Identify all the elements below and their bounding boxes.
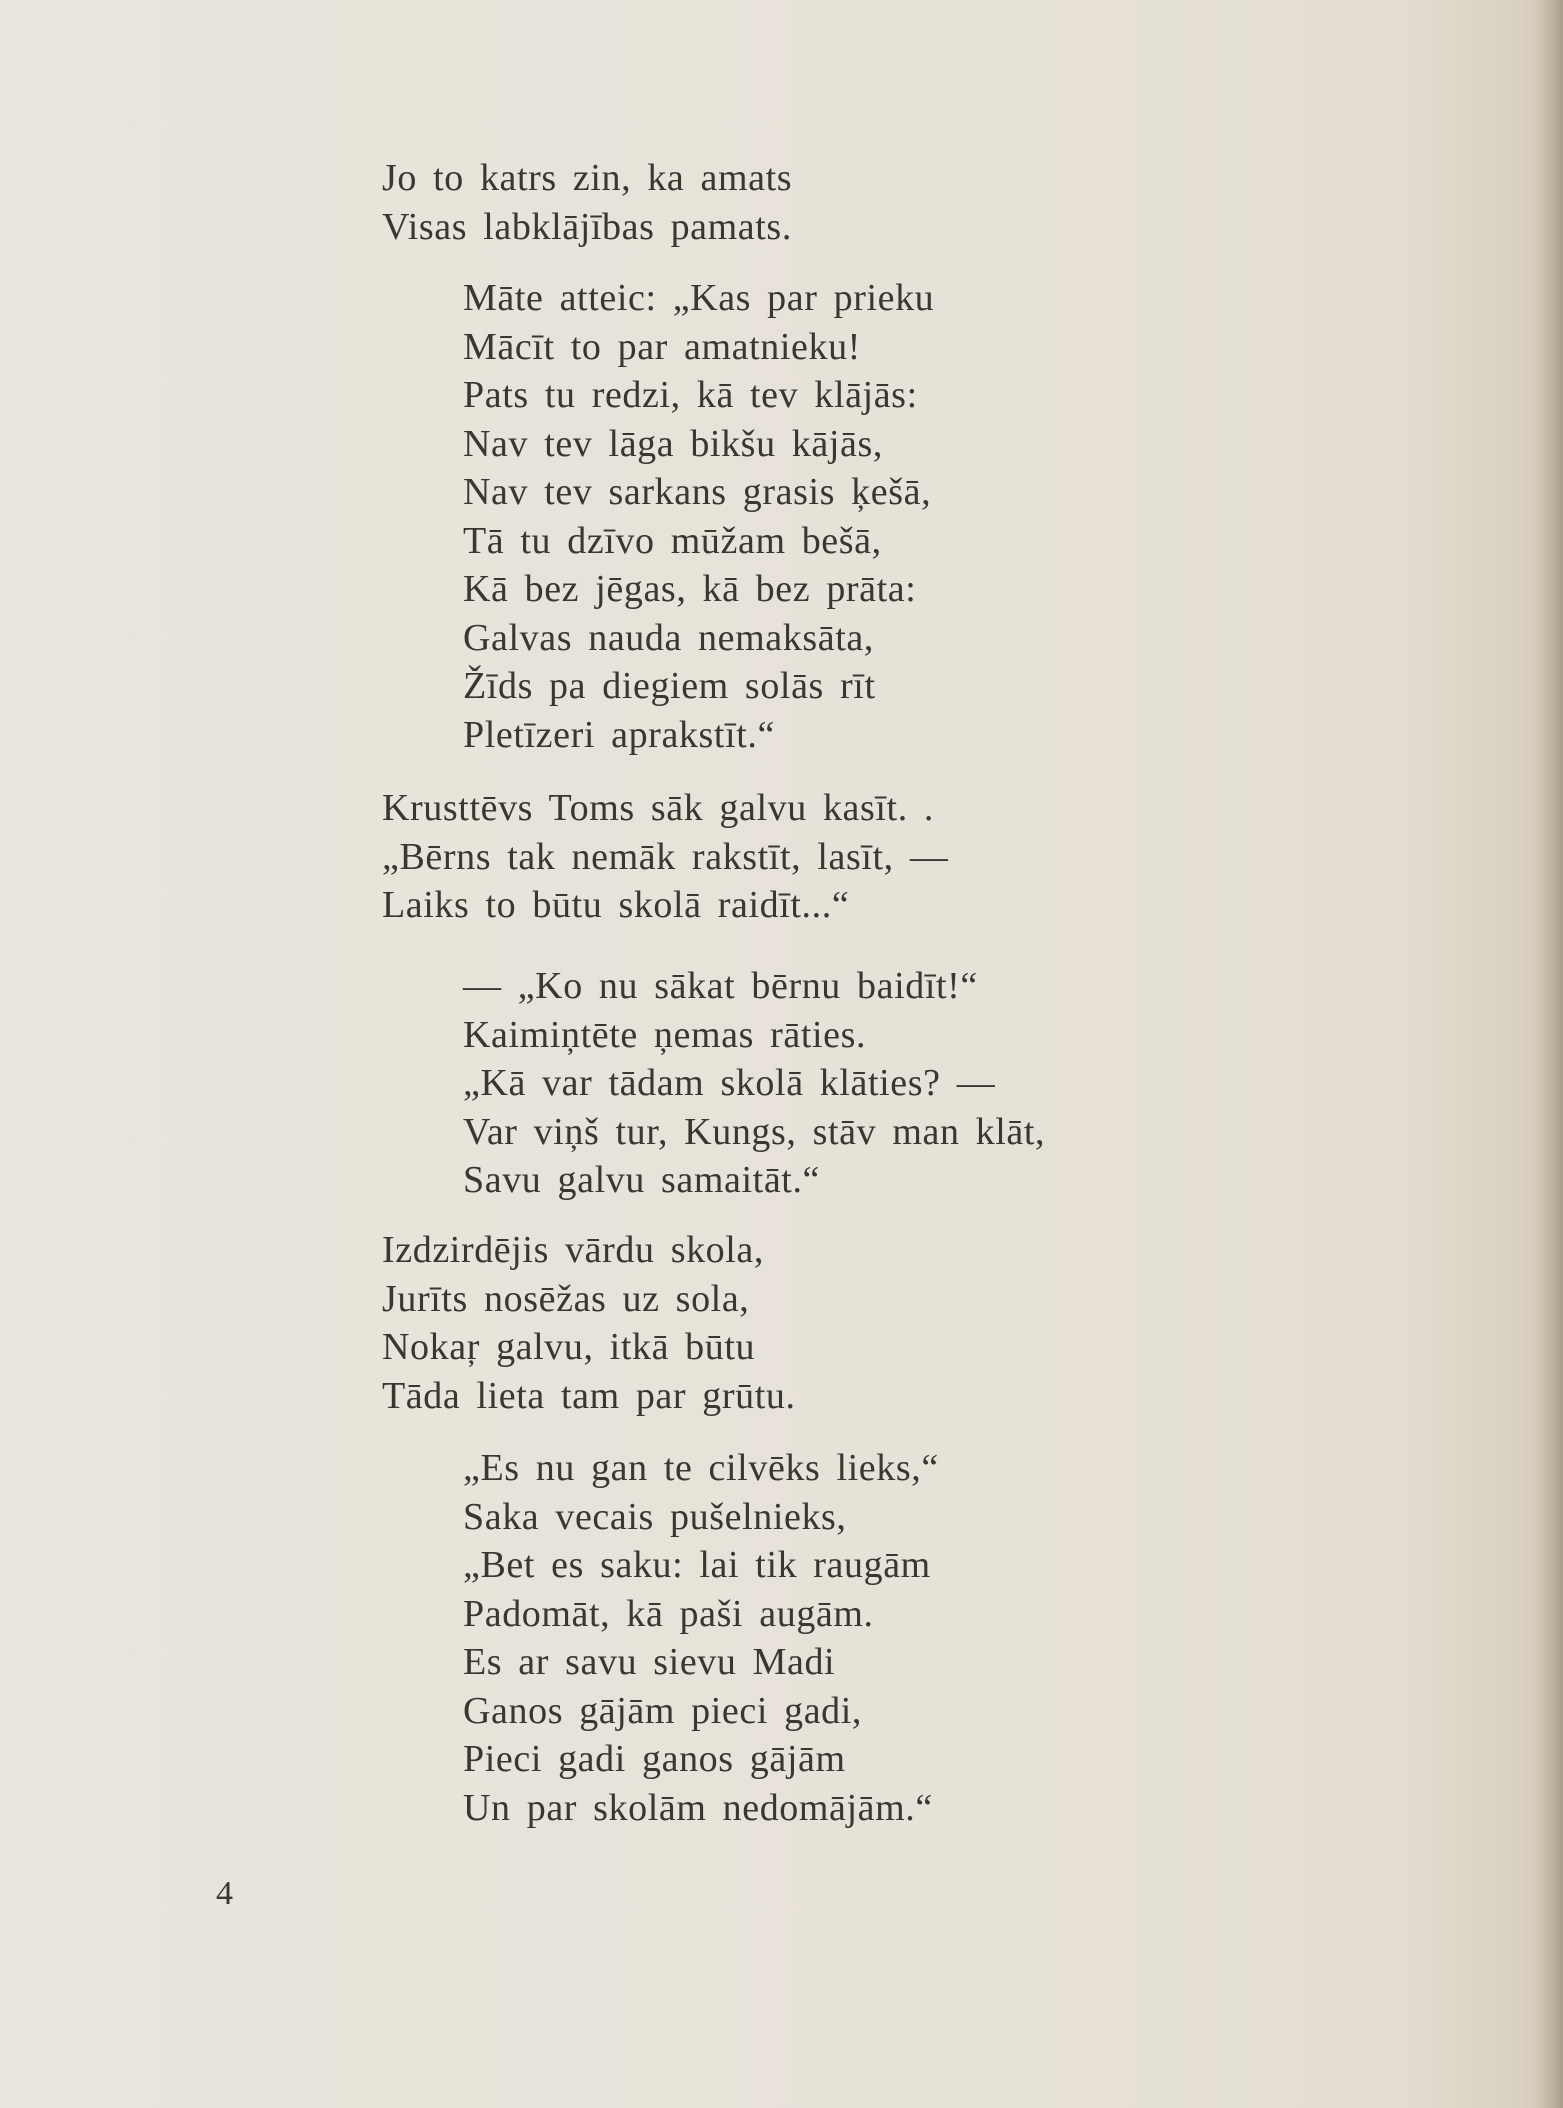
page-edge-shadow: [1535, 0, 1563, 2108]
verse-line: Krusttēvs Toms sāk galvu kasīt. .: [382, 787, 935, 829]
verse-line: Nokaŗ galvu, itkā būtu: [382, 1326, 756, 1368]
verse-line: Jurīts nosēžas uz sola,: [382, 1277, 750, 1320]
verse-line: Tāda lieta tam par grūtu.: [382, 1374, 796, 1417]
verse-line: — „Ko nu sākat bērnu baidīt!“: [463, 965, 978, 1007]
verse-line: Žīds pa diegiem solās rīt: [463, 665, 876, 707]
stanza: [463, 274, 934, 759]
stanza: [463, 962, 1045, 1205]
verse-line: „Bērns tak nemāk rakstīt, lasīt, —: [382, 835, 949, 878]
verse-line: Pats tu redzi, kā tev klājās:: [463, 374, 918, 416]
verse-line: Nav tev lāga bikšu kājās,: [463, 422, 883, 465]
verse-line: „Bet es saku: lai tik raugām: [463, 1544, 931, 1586]
verse-line: Tā tu dzīvo mūžam bešā,: [463, 519, 882, 562]
stanza: [463, 1444, 939, 1832]
verse-line: Es ar savu sievu Madi: [463, 1641, 836, 1683]
verse-line: Var viņš tur, Kungs, stāv man klāt,: [463, 1110, 1046, 1153]
verse-line: Jo to katrs zin, ka amats: [382, 157, 793, 199]
verse-line: „Kā var tādam skolā klāties? —: [463, 1062, 996, 1104]
verse-line: Kaimiņtēte ņemas rāties.: [463, 1013, 867, 1056]
verse-line: Laiks to būtu skolā raidīt...“: [382, 884, 850, 926]
verse-line: „Es nu gan te cilvēks lieks,“: [463, 1447, 939, 1489]
verse-line: Māte atteic: „Kas par prieku: [463, 277, 935, 319]
verse-line: Un par skolām nedomājām.“: [463, 1786, 933, 1829]
page-number: 4: [216, 1875, 233, 1912]
verse-line: Mācīt to par amatnieku!: [463, 325, 861, 368]
verse-line: Ganos gājām pieci gadi,: [463, 1689, 863, 1732]
verse-line: Visas labklājības pamats.: [382, 205, 792, 248]
verse-line: Kā bez jēgas, kā bez prāta:: [463, 568, 917, 610]
verse-line: Pieci gadi ganos gājām: [463, 1738, 846, 1780]
verse-line: Galvas nauda nemaksāta,: [463, 616, 874, 659]
verse-line: Nav tev sarkans grasis ķešā,: [463, 471, 932, 513]
verse-line: Pletīzeri aprakstīt.“: [463, 713, 775, 756]
verse-line: Izdzirdējis vārdu skola,: [382, 1229, 765, 1271]
verse-line: Savu galvu samaitāt.“: [463, 1159, 821, 1201]
stanza: [382, 154, 792, 251]
verse-line: Saka vecais pušelnieks,: [463, 1495, 847, 1538]
verse-line: Padomāt, kā paši augām.: [463, 1592, 874, 1635]
stanza: [382, 784, 948, 930]
stanza: [382, 1226, 796, 1420]
